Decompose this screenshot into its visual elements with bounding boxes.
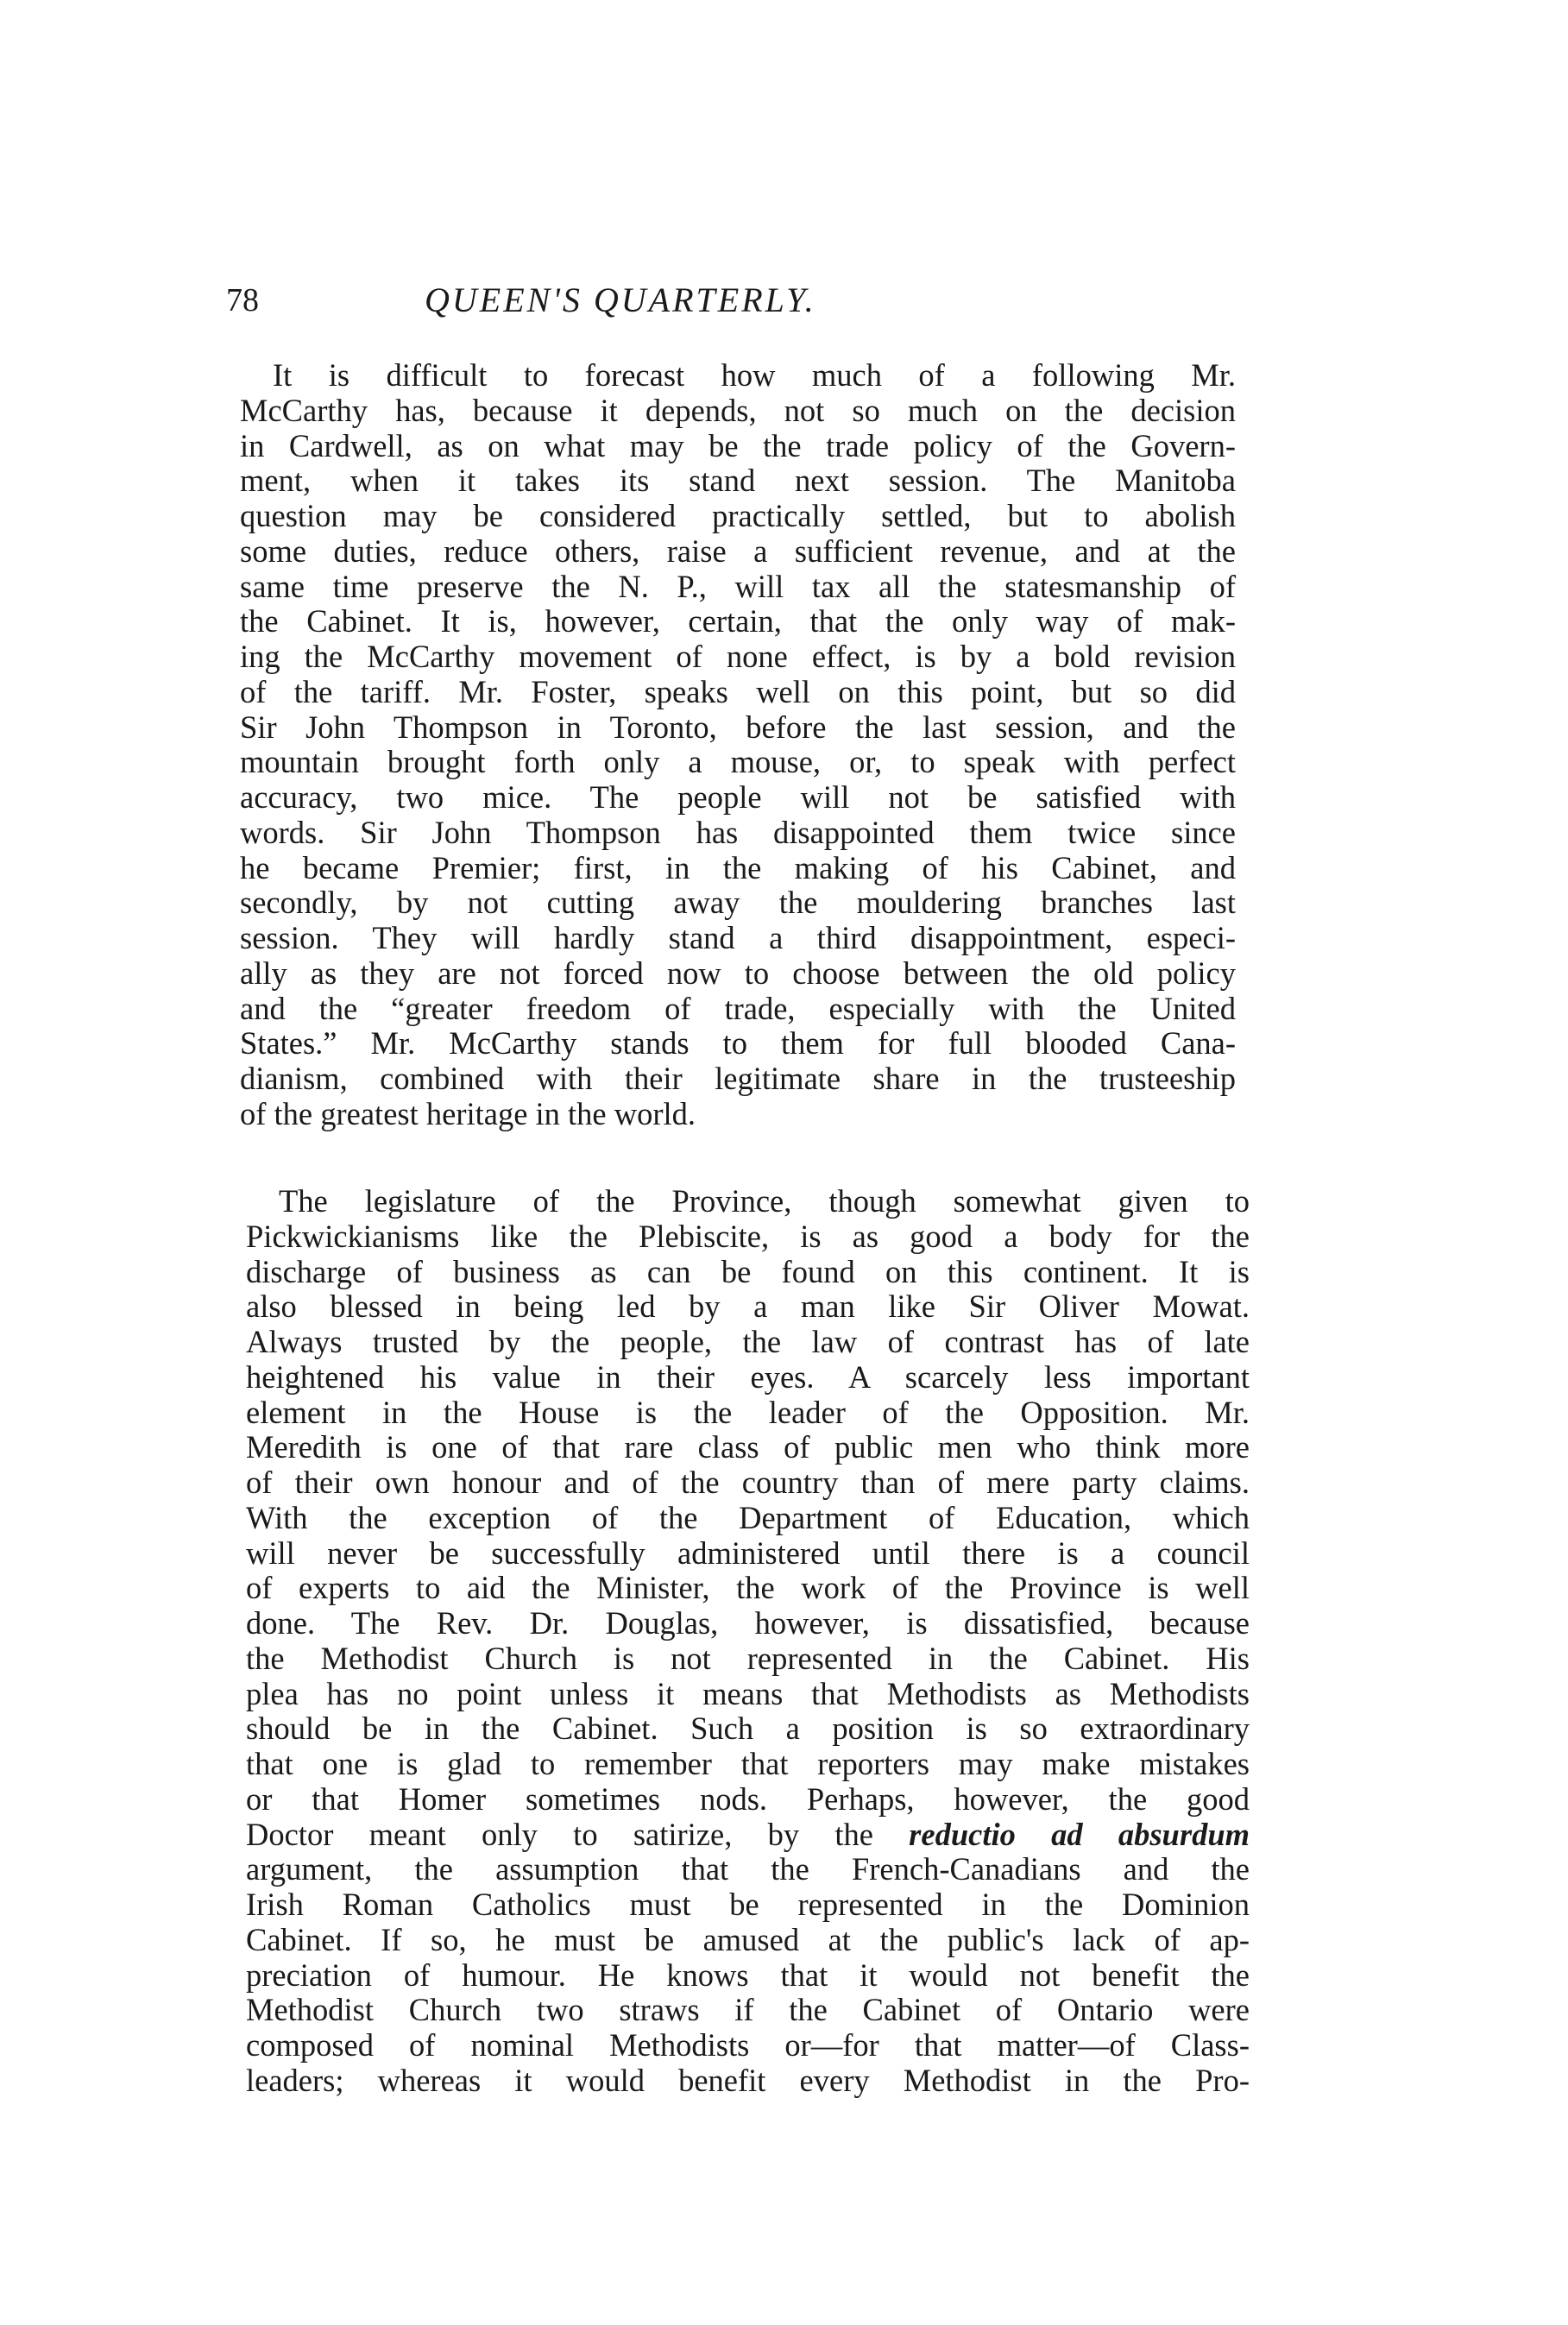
text-line: Cabinet. If so, he must be amused at the public's lack of ap- [246, 1921, 1250, 1957]
text-line: should be in the Cabinet. Such a position is so extraordinary [246, 1711, 1250, 1747]
text-line: Meredith is one of that rare class of public men who think more [246, 1429, 1250, 1465]
text-line: question may be considered practically settled, but to abolish [240, 498, 1236, 533]
text-line: or that Homer sometimes nods. Perhaps, however, the good [246, 1780, 1250, 1817]
paragraph-2 [246, 1184, 1250, 2099]
text-line: also blessed in being led by a man like Sir Oliver Mowat. [246, 1289, 1250, 1325]
text-line: session. They will hardly stand a third disappointment, especi- [240, 920, 1236, 955]
text-line: Irish Roman Catholics must be represented in the Dominion [246, 1887, 1250, 1922]
text-line: will never be successfully administered until there is a council [246, 1534, 1250, 1571]
text-line: of their own honour and of the country than of mere party claims. [246, 1465, 1250, 1500]
text-line: composed of nominal Methodists or—for that matter—of Class- [246, 2027, 1250, 2063]
text-line: done. The Rev. Dr. Douglas, however, is dissatisfied, because [246, 1605, 1250, 1641]
text-line: Sir John Thompson in Toronto, before the last session, and the [240, 709, 1236, 745]
text-line: mountain brought forth only a mouse, or, to speak with perfect [240, 744, 1236, 780]
text-line: that one is glad to remember that reporters may make mistakes [246, 1746, 1250, 1781]
text-line: some duties, reduce others, raise a sufficient revenue, and at the [240, 532, 1236, 569]
text-line: ally as they are not forced now to choose between the old policy [240, 955, 1236, 991]
italic-phrase: reductio ad absurdum [909, 1816, 1250, 1852]
text-line: accuracy, two mice. The people will not be satisfied with [240, 779, 1236, 815]
text-line: dianism, combined with their legitimate share in the trusteeship [240, 1061, 1236, 1096]
text-line: he became Premier; first, in the making of his Cabinet, and [240, 849, 1236, 885]
text-line: of experts to aid the Minister, the work of the Province is well [246, 1570, 1250, 1606]
text-line: the Methodist Church is not represented in the Cabinet. His [246, 1640, 1250, 1676]
text-line: in Cardwell, as on what may be the trade policy of the Govern- [240, 427, 1236, 463]
text-line: secondly, by not cutting away the mouldering branches last [240, 885, 1236, 921]
text-line: of the tariff. Mr. Foster, speaks well on this point, but so did [240, 673, 1236, 709]
text-line: heightened his value in their eyes. A scarcely less important [246, 1358, 1250, 1395]
text-line: argument, the assumption that the French-Canadians and the [246, 1851, 1250, 1887]
text-line-with-italic: Doctor meant only to satirize, by the reductio ad absurdum [246, 1816, 1250, 1852]
text-line: Methodist Church two straws if the Cabinet of Ontario were [246, 1992, 1250, 2028]
text-line: of the greatest heritage in the world. [240, 1095, 696, 1131]
page-number: 78 [226, 282, 259, 318]
text-line: McCarthy has, because it depends, not so much on the decision [240, 392, 1236, 428]
text-line: plea has no point unless it means that Methodists as Methodists [246, 1675, 1250, 1711]
text-line: and the “greater freedom of trade, especially with the United [240, 990, 1236, 1026]
text-line: Always trusted by the people, the law of contrast has of late [246, 1324, 1250, 1359]
text-line: ment, when it takes its stand next session. The Manitoba [240, 463, 1236, 499]
text-line: Pickwickianisms like the Plebiscite, is as good a body for the [246, 1218, 1250, 1254]
text-line: States.” Mr. McCarthy stands to them for full blooded Cana- [240, 1025, 1236, 1062]
text-line: element in the House is the leader of the Opposition. Mr. [246, 1394, 1250, 1430]
text-line: discharge of business as can be found on this continent. It is [246, 1253, 1250, 1289]
text-line: the Cabinet. It is, however, certain, that the only way of mak- [240, 603, 1236, 640]
page-header [226, 274, 1262, 326]
text-line: preciation of humour. He knows that it would not benefit the [246, 1956, 1250, 1993]
text-line: With the exception of the Department of Education, which [246, 1499, 1250, 1535]
text-line: The legislature of the Province, though somewhat given to [279, 1183, 1250, 1219]
text-line: same time preserve the N. P., will tax all the statesmanship of [240, 568, 1236, 604]
text-line: ing the McCarthy movement of none effect, is by a bold revision [240, 639, 1236, 674]
text-line: It is difficult to forecast how much of a following Mr. [273, 357, 1236, 393]
paragraph-1 [240, 358, 1236, 1132]
text-line: leaders; whereas it would benefit every Methodist in the Pro- [246, 2062, 1250, 2098]
text-line: words. Sir John Thompson has disappointed them twice since [240, 814, 1236, 850]
running-title: QUEEN'S QUARTERLY. [425, 280, 816, 319]
